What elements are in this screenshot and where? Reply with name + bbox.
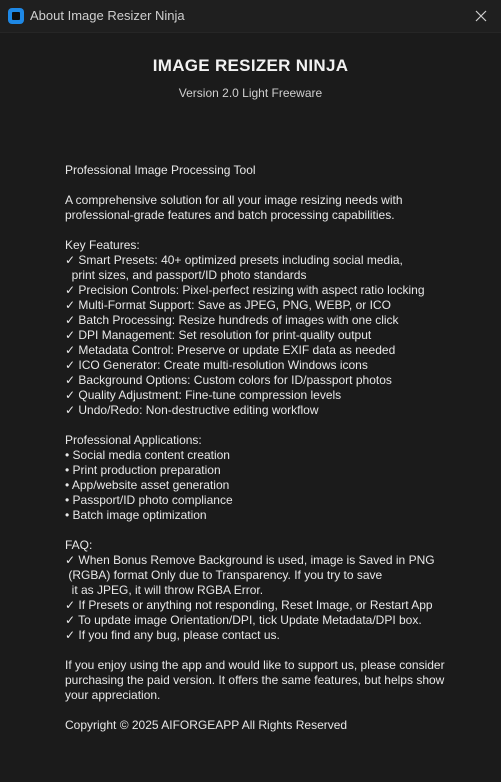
application-item: • Batch image optimization [65,508,207,522]
feature-item: print sizes, and passport/ID photo standards [65,268,307,282]
feature-item: ✓ Precision Controls: Pixel-perfect resizing with aspect ratio locking [65,283,425,297]
faq-item: it as JPEG, it will throw RGBA Error. [65,583,264,597]
feature-item: ✓ Batch Processing: Resize hundreds of images with one click [65,313,399,327]
feature-item: ✓ Background Options: Custom colors for ID/passport photos [65,373,392,387]
support-line: If you enjoy using the app and would like to support us, please consider [65,658,445,672]
close-icon [475,10,487,22]
intro-paragraph [65,193,490,223]
feature-item: ✓ Metadata Control: Preserve or update EXIF data as needed [65,343,396,357]
feature-item: ✓ ICO Generator: Create multi-resolution Windows icons [65,358,368,372]
application-item: • Passport/ID photo compliance [65,493,233,507]
feature-item: ✓ Multi-Format Support: Save as JPEG, PNG, WEBP, or ICO [65,298,391,312]
feature-item: ✓ Quality Adjustment: Fine-tune compression levels [65,388,342,402]
faq-item: (RGBA) format Only due to Transparency. If you try to save [65,568,383,582]
applications-section [65,433,490,523]
tagline: Professional Image Processing Tool [65,163,256,177]
feature-item: ✓ Undo/Redo: Non-destructive editing workflow [65,403,319,417]
app-icon [8,8,24,24]
copyright-text: Copyright © 2025 AIFORGEAPP All Rights Reserved [65,718,348,732]
feature-item: ✓ Smart Presets: 40+ optimized presets including social media, [65,253,403,267]
intro-line: professional-grade features and batch processing capabilities. [65,208,395,222]
faq-item: ✓ When Bonus Remove Background is used, image is Saved in PNG [65,553,435,567]
about-content [65,163,490,748]
faq-section [65,538,490,643]
application-item: • Print production preparation [65,463,221,477]
title-bar [0,0,501,33]
window-title: About Image Resizer Ninja [30,8,185,23]
support-line: your appreciation. [65,688,161,702]
application-item: • App/website asset generation [65,478,230,492]
faq-heading: FAQ: [65,538,93,552]
close-button[interactable] [469,4,493,28]
version-text: Version 2.0 Light Freeware [178,86,323,100]
feature-item: ✓ DPI Management: Set resolution for print-quality output [65,328,372,342]
support-paragraph [65,658,490,703]
features-section [65,238,490,418]
faq-item: ✓ If Presets or anything not responding, Reset Image, or Restart App [65,598,433,612]
applications-heading: Professional Applications: [65,433,202,447]
copyright-paragraph [65,718,490,733]
app-name-heading: IMAGE RESIZER NINJA [152,56,349,75]
faq-item: ✓ If you find any bug, please contact us. [65,628,280,642]
intro-line: A comprehensive solution for all your image resizing needs with [65,193,403,207]
support-line: purchasing the paid version. It offers the same features, but helps show [65,673,445,687]
application-item: • Social media content creation [65,448,230,462]
tagline-paragraph [65,163,490,178]
faq-item: ✓ To update image Orientation/DPI, tick Update Metadata/DPI box. [65,613,422,627]
features-heading: Key Features: [65,238,140,252]
